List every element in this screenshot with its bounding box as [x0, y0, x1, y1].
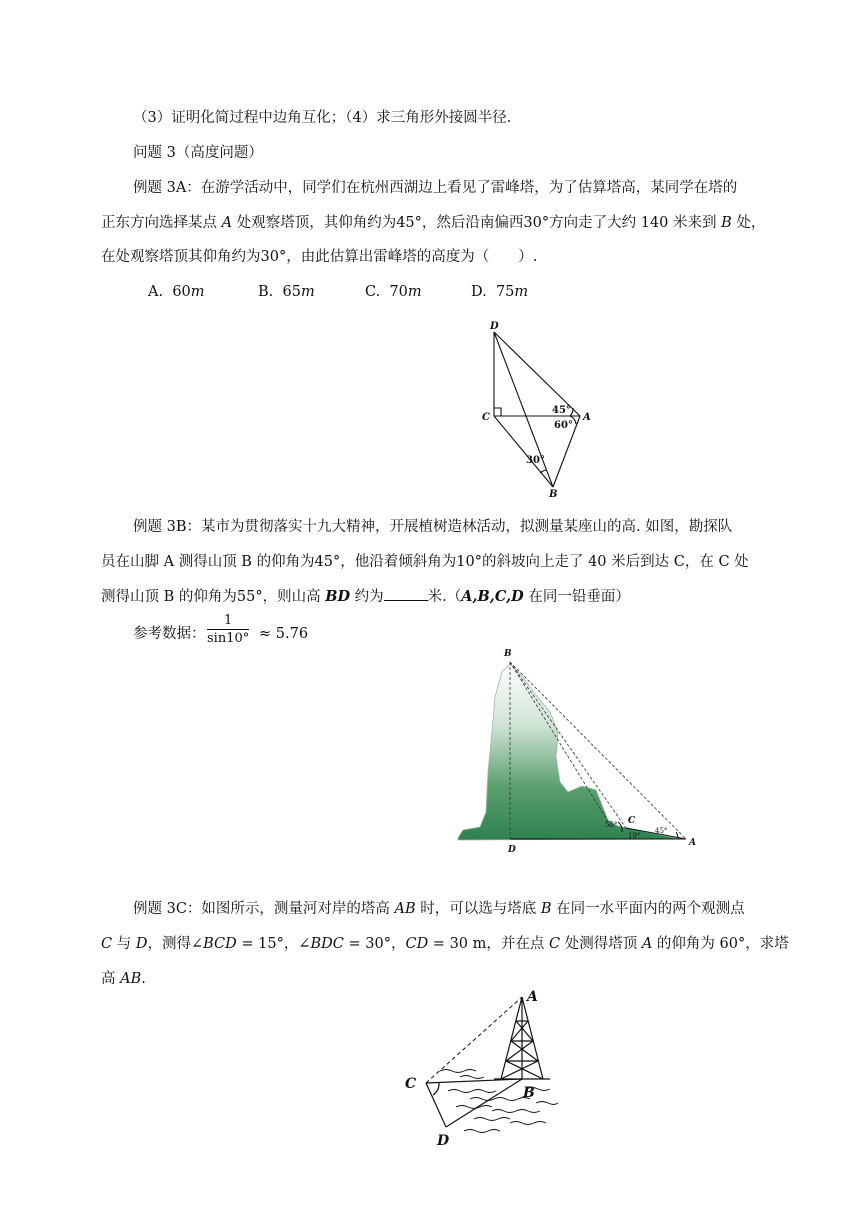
text-span: 的仰角为 60°，求塔 — [652, 936, 789, 952]
text-span: . — [141, 971, 146, 987]
example-3b-line-1: 例题 3B：某市为贯彻落实十九大精神，开展植树造林活动，拟测量某座山的高. 如图，勘探队 — [133, 519, 733, 535]
text-span: 约为 — [350, 589, 384, 605]
example-3c-line-3 — [101, 969, 146, 989]
option-unit: m — [300, 284, 315, 300]
option-letter: A. — [148, 284, 164, 300]
point-a: A — [641, 936, 653, 952]
point-a: A — [221, 215, 233, 231]
text-span: 高 — [101, 971, 121, 987]
points-abcd: A,B,C,D — [461, 588, 524, 605]
angle-55: 55° — [605, 821, 618, 829]
reference-data-label: 参考数据： — [133, 626, 206, 642]
label-c: C — [482, 412, 490, 423]
text-span: = 30°， — [343, 936, 406, 952]
option-value: 60 — [172, 284, 191, 300]
section-heading-height: 问题 3（高度问题） — [133, 145, 263, 161]
segment-ab: AB — [394, 901, 416, 917]
text-span: 时，可以选与塔底 — [415, 901, 541, 917]
option-value: 70 — [389, 284, 408, 300]
point-c: C — [101, 936, 113, 952]
fraction-numerator: 1 — [207, 613, 249, 630]
angle-60: 60° — [554, 420, 573, 431]
option-value: 65 — [282, 284, 301, 300]
figure-mountain — [450, 642, 710, 857]
option-letter: B. — [258, 284, 274, 300]
option-unit: m — [407, 284, 422, 300]
option-letter: D. — [471, 284, 487, 300]
point-d: D — [135, 936, 148, 952]
example-3a-line-2 — [101, 213, 765, 233]
angle-10: 10° — [628, 832, 641, 840]
option-b — [258, 282, 315, 302]
text-span: ，测得∠ — [147, 936, 204, 952]
label-d: D — [508, 845, 516, 855]
example-3c-line-1 — [133, 899, 745, 919]
example-3a-line-1: 例题 3A：在游学活动中，同学们在杭州西湖边上看见了雷峰塔，为了估算塔高，某同学在塔的 — [133, 180, 738, 196]
angle-45: 45° — [552, 405, 571, 416]
label-b: B — [504, 649, 512, 659]
label-b: B — [549, 489, 558, 500]
text-span: 正东方向选择某点 — [101, 215, 222, 231]
angle-30: 30° — [526, 455, 545, 466]
label-c: C — [405, 1076, 417, 1092]
text-span: 在同一铅垂面） — [523, 589, 630, 605]
angle-bcd: BCD — [203, 936, 237, 952]
text-span: 处观察塔顶，其仰角约为45°，然后沿南偏西30°方向走了大约 140 米来到 — [232, 215, 722, 231]
text-span: = 30 m，并在点 — [428, 936, 549, 952]
label-c: C — [628, 816, 636, 826]
segment-ab: AB — [120, 971, 142, 987]
text-span: 在同一水平面内的两个观测点 — [551, 901, 745, 917]
option-a — [148, 282, 205, 302]
option-d — [471, 282, 528, 302]
answer-blank — [384, 586, 428, 601]
label-a: A — [527, 989, 538, 1005]
angle-45: 45° — [655, 827, 668, 835]
text-span: = 15°，∠ — [236, 936, 311, 952]
option-c — [365, 282, 422, 302]
option-unit: m — [514, 284, 529, 300]
text-span: 测得山顶 B 的仰角为55°，则山高 — [101, 589, 326, 605]
reference-fraction — [207, 613, 249, 646]
example-3b-line-2: 员在山脚 A 测得山顶 B 的仰角为45°，他沿着倾斜角为10°的斜坡向上走了 40 米后到达 C，在 C 处 — [101, 554, 749, 570]
angle-bdc: BDC — [310, 936, 344, 952]
example-3c-line-2 — [101, 934, 789, 954]
label-d: D — [490, 321, 499, 332]
option-letter: C. — [365, 284, 381, 300]
text-span: 米.（ — [427, 589, 462, 605]
point-c: C — [549, 936, 561, 952]
point-b: B — [540, 901, 552, 917]
label-a: A — [583, 412, 591, 423]
example-3a-line-3: 在处观察塔顶其仰角约为30°，由此估算出雷峰塔的高度为（ ）. — [101, 249, 538, 265]
label-a: A — [689, 838, 696, 848]
text-span: 处， — [731, 215, 766, 231]
example-3b-line-3 — [101, 586, 630, 607]
segment-bd: BD — [325, 588, 351, 605]
label-d: D — [437, 1133, 450, 1149]
reference-value: ≈ 5.76 — [259, 626, 309, 642]
label-b: B — [523, 1085, 535, 1101]
segment-cd: CD — [405, 936, 429, 952]
fraction-denominator: sin10° — [207, 631, 250, 646]
text-span: 处测得塔顶 — [560, 936, 642, 952]
figure-tower-river — [400, 985, 570, 1150]
text-line-methods: （3）证明化简过程中边角互化；（4）求三角形外接圆半径. — [133, 110, 512, 126]
option-value: 75 — [495, 284, 515, 300]
text-span: 例题 3C：如图所示，测量河对岸的塔高 — [133, 901, 395, 917]
text-span: 与 — [112, 936, 136, 952]
point-b: B — [721, 215, 732, 231]
option-unit: m — [190, 284, 205, 300]
figure-pyramid — [470, 312, 600, 502]
